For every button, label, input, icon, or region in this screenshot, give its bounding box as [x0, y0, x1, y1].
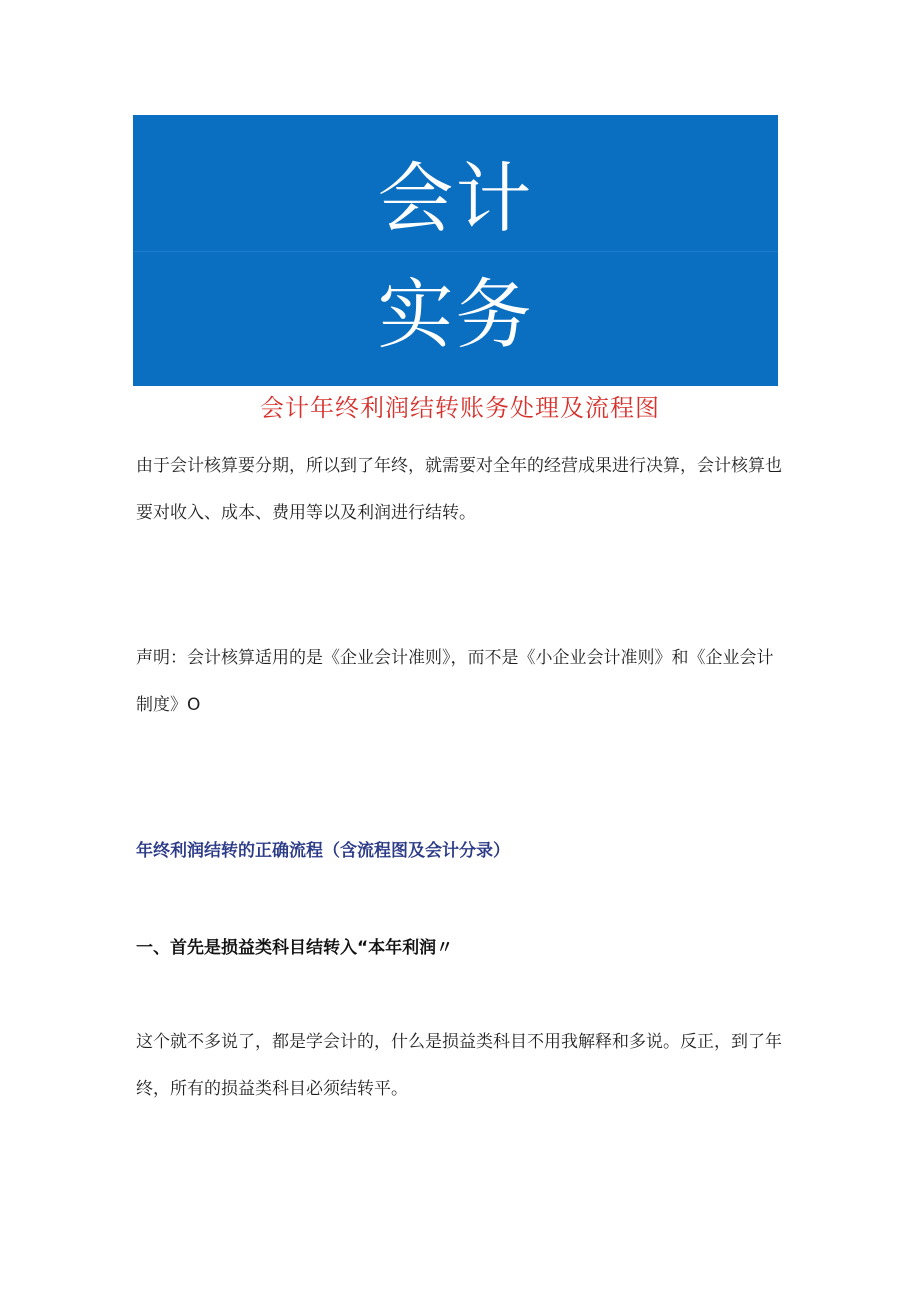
statement-paragraph: 声明：会计核算适用的是《企业会计准则》，而不是《小企业会计准则》和《企业会计制度》O [136, 648, 774, 715]
section-heading: 年终利润结转的正确流程（含流程图及会计分录） [136, 841, 510, 861]
step1-paragraph: 这个就不多说了，都是学会计的，什么是损益类科目不用我解释和多说。反正，到了年终，所有的损益类科目必须结转平。 [136, 1032, 782, 1099]
banner-divider [133, 251, 778, 252]
cover-banner [133, 115, 778, 386]
banner-title-line2: 实务 [377, 270, 534, 359]
step1-heading: 一、首先是损益类科目结转入“本年利润〃 [136, 938, 454, 958]
banner-title-line1: 会计 [377, 154, 534, 243]
document-title: 会计年终利润结转账务处理及流程图 [260, 394, 660, 422]
intro-paragraph: 由于会计核算要分期，所以到了年终，就需要对全年的经营成果进行决算，会计核算也要对收入、成本、费用等以及利润进行结转。 [136, 456, 782, 523]
